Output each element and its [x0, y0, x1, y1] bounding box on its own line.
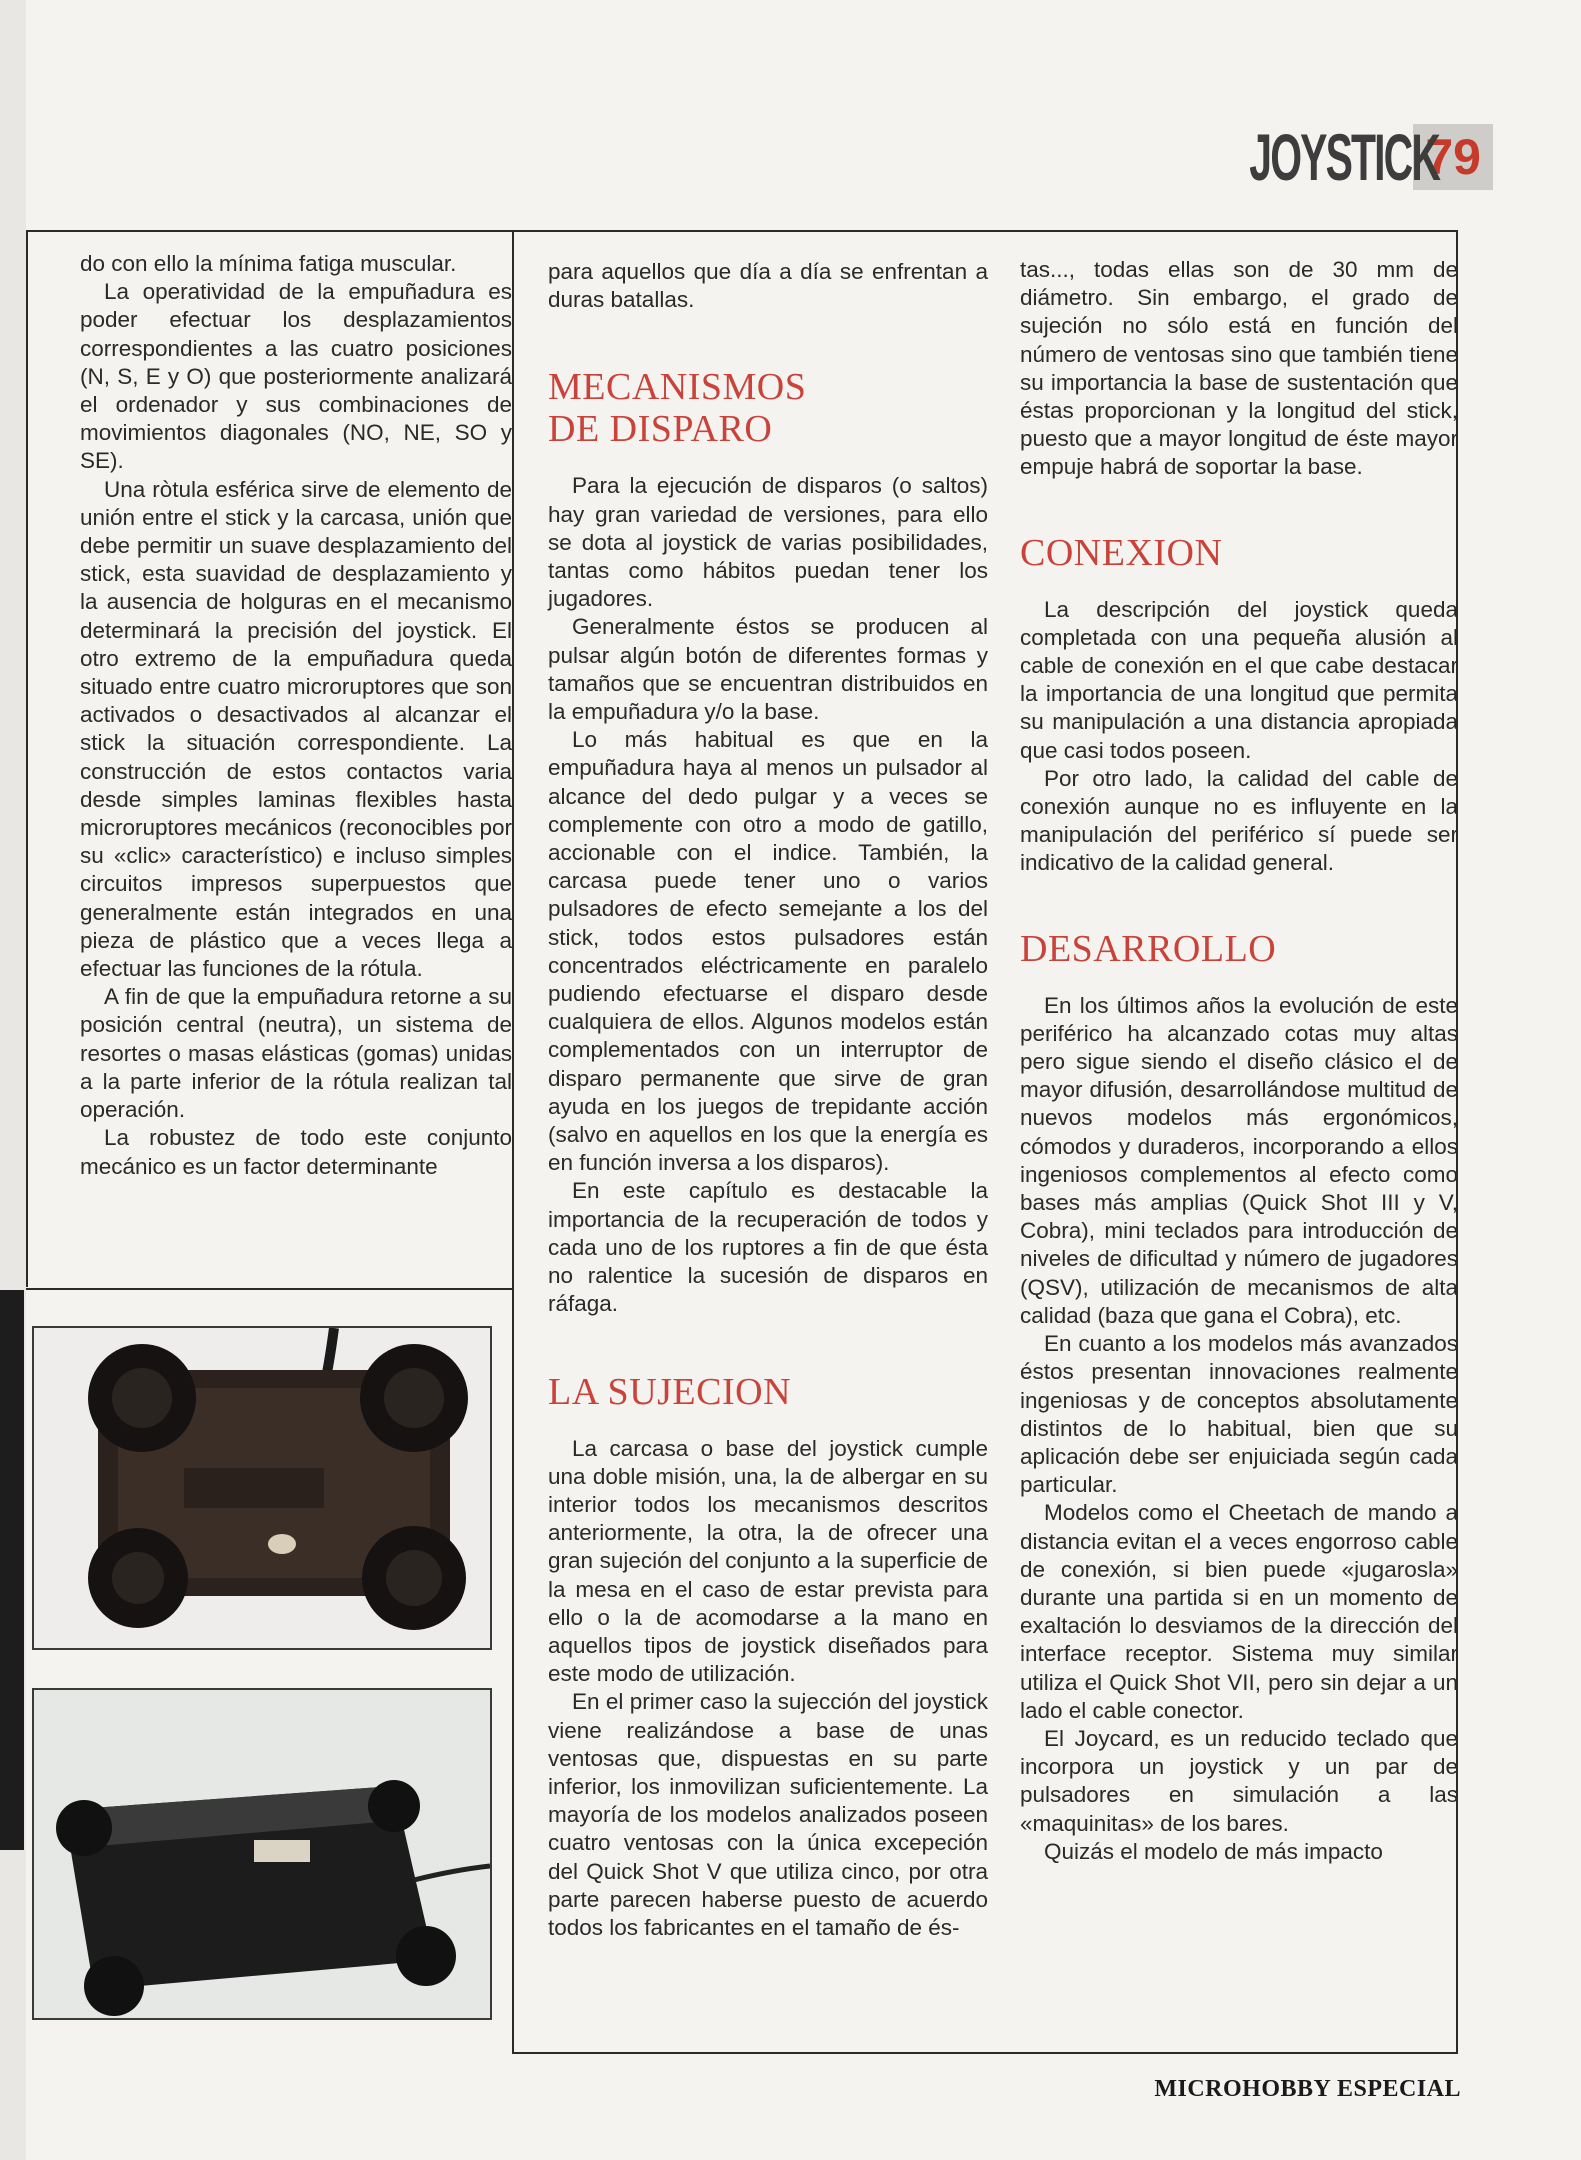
paragraph: El Joycard, es un reducido teclado que incorpora un joystick y un par de pulsadores en simulación a las «maquinitas» de los bares. — [1020, 1725, 1458, 1836]
section-heading-conexion: CONEXION — [1020, 531, 1223, 574]
joystick-base-photo-top — [32, 1326, 492, 1650]
paragraph: La operatividad de la empuñadura es poder efectuar los desplazamientos correspondientes a las cuatro posiciones (N, S, E y O) que posteriormente analizará el ordenador y sus combinaciones de movimientos diagonales (NO, NE, SO y SE). — [80, 279, 512, 474]
paragraph: Para la ejecución de disparos (o saltos) hay gran variedad de versiones, para ello se dota al joystick de varias posibilidades, tantas como hábitos puedan tener los jugadores. — [548, 473, 988, 612]
paragraph: La descripción del joystick queda completada con una pequeña alusión al cable de conexión en el que cabe destacar la importancia de una longitud que permita su manipulación a una distancia apropiada que casi todos poseen. — [1020, 596, 1458, 763]
paragraph: En el primer caso la sujección del joystick viene realizándose a base de unas ventosas que, dispuestas en su parte inferior, los inmovilizan suficientemente. La mayoría de los modelos analizados poseen cuatro ventosas con la única excepeción del Quick Shot V que utiliza cinco, por otra parte parecen haberse puesto de acuerdo todos los fabricantes en el tamaño de és- — [548, 1689, 988, 1940]
paragraph: Quizás el modelo de más impacto — [1044, 1838, 1383, 1864]
page-number: 79 — [1413, 124, 1493, 190]
paragraph: A fin de que la empuñadura retorne a su posición central (neutra), un sistema de resortes o masas elásticas (gomas) unidas a la parte inferior de la rótula realizan tal operación. — [80, 984, 512, 1123]
joystick-base-photo-angle — [32, 1688, 492, 2020]
text-column-1 — [80, 250, 512, 1181]
paragraph: tas..., todas ellas son de 30 mm de diámetro. Sin embargo, el grado de sujeción no sólo está en función del número de ventosas sino que también tiene su importancia la base de sustentación que éstas proporcionan y la longitud del stick, puesto que a mayor longitud de éste mayor empuje habrá de soportar la base. — [1020, 257, 1458, 480]
paragraph: En cuanto a los modelos más avanzados éstos presentan innovaciones realmente ingeniosas y de conceptos absolutamente distintos de lo habitual, bien que su aplicación debe ser enjuiciada según cada particular. — [1020, 1331, 1458, 1498]
paragraph: Generalmente éstos se producen al pulsar algún botón de diferentes formas y tamaños que se encuentran distribuidos en la empuñadura y/o la base. — [548, 614, 988, 725]
paragraph: Lo más habitual es que en la empuñadura haya al menos un pulsador al alcance del dedo pulgar y a veces se complemente con otro a modo de gatillo, accionable con el indice. También, la carcasa puede tener uno o varios pulsadores de efecto semejante a los del stick, todos estos pulsadores están concentrados eléctricamente en paralelo pudiendo efectuarse el disparo desde cualquiera de ellos. Algunos modelos están complementados con un interruptor de disparo permanente que sirve de gran ayuda en los juegos de trepidante acción (salvo en aquellos en los que la energía es en función inversa a los disparos). — [548, 727, 988, 1176]
paragraph: Modelos como el Cheetach de mando a distancia evitan el a veces engorroso cable de conexión, si bien puede «jugarosla» durante una partida si en un momento de exaltación lo desviamos de la dirección del interface receptor. Sistema muy similar utiliza el Quick Shot VII, pero sin dejar a un lado el cable conector. — [1020, 1500, 1458, 1723]
paragraph: para aquellos que día a día se enfrentan a duras batallas. — [548, 259, 988, 313]
section-heading-mecanismos: MECANISMOS DE DISPARO — [548, 366, 807, 451]
section-heading-desarrollo: DESARROLLO — [1020, 927, 1277, 970]
text-column-3 — [1020, 256, 1458, 1866]
joystick-base-angle-illustration — [34, 1690, 490, 2018]
left-frame-rule — [26, 232, 28, 1287]
paragraph: En los últimos años la evolución de este periférico ha alcanzado cotas muy altas pero sigue siendo el diseño clásico el de mayor difusión, desarrollándose multitud de nuevos modelos más ergonómicos, cómodos y duraderos, incorporando a ellos ingeniosos complementos al efecto como bases más amplias (Quick Shot III y V, Cobra), mini teclados para introducción de niveles de dificultad y número de jugadores (QSV), utilización de mecanismos de alta calidad (baza que gana el Cobra), etc. — [1020, 992, 1458, 1328]
page-edge-shadow — [0, 1290, 24, 1850]
page-header — [1133, 122, 1493, 192]
magazine-footer: MICROHOBBY ESPECIAL — [1154, 2076, 1461, 2102]
magazine-section-title: JOYSTICK — [1249, 120, 1440, 194]
joystick-base-top-illustration — [34, 1328, 490, 1648]
text-column-2 — [548, 258, 988, 1942]
paragraph: La carcasa o base del joystick cumple una doble misión, una, la de albergar en su interior todos los mecanismos descritos anteriormente, la otra, la de ofrecer una gran sujeción del conjunto a la superficie de la mesa en el caso de estar prevista para ello o la de acomodarse a la mano en aquellos tipos de joystick diseñados para este modo de utilización. — [548, 1435, 988, 1687]
section-heading-sujecion: LA SUJECION — [548, 1370, 792, 1413]
paragraph: La robustez de todo este conjunto mecánico es un factor determinante — [80, 1125, 512, 1179]
paragraph: En este capítulo es destacable la importancia de la recuperación de todos y cada uno de los ruptores a fin de que ésta no ralentice la sucesión de disparos en ráfaga. — [548, 1178, 988, 1317]
paragraph: Una ròtula esférica sirve de elemento de unión entre el stick y la carcasa, unión que debe permitir un suave desplazamiento del stick, esta suavidad de desplazamiento y la ausencia de holguras en el mecanismo determinará la precisión del joystick. El otro extremo de la empuñadura queda situado entre cuatro microruptores que son activados o desactivados al alcanzar el stick la situación correspondiente. La construcción de estos contactos varia desde simples laminas flexibles hasta microruptores mecánicos (reconocibles por su «clic» característico) e incluso simples circuitos impresos superpuestos que generalmente están integrados en una pieza de plástico que a veces llega a efectuar las funciones de la rótula. — [80, 476, 512, 982]
paragraph: do con ello la mínima fatiga muscular. — [80, 251, 457, 276]
page-left-edge — [0, 0, 26, 2160]
paragraph: Por otro lado, la calidad del cable de conexión aunque no es influyente en la manipulación del periférico sí puede ser indicativo de la calidad general. — [1020, 765, 1458, 876]
